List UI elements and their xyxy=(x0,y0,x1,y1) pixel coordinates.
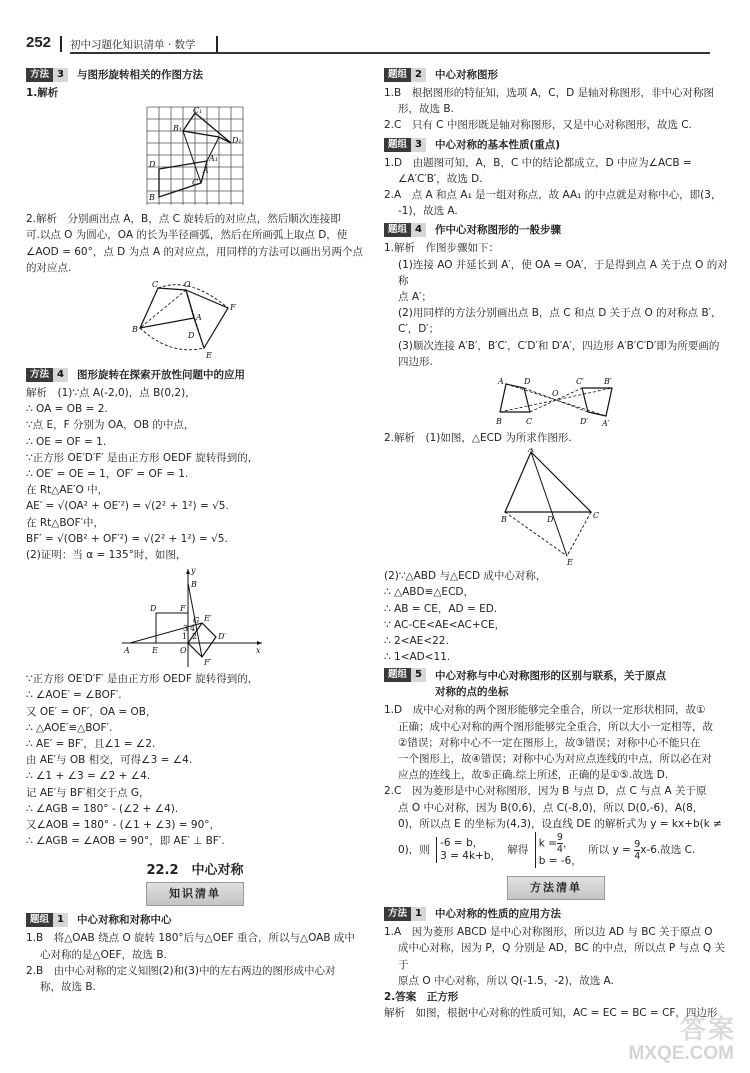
rotation-grid-figure xyxy=(143,103,247,209)
group-5-heading xyxy=(384,668,728,700)
header-divider-2 xyxy=(216,36,218,52)
f4-O: O xyxy=(552,389,559,399)
g5-line: 点 O 中心对称，因为 B(0,6)，点 C(-8,0)，所以 D(0,-6)，A(8， xyxy=(398,801,704,814)
g4-q2-line: ∴ △ABD≌△ECD， xyxy=(384,586,474,599)
label-C: C xyxy=(192,178,199,188)
f3-F2: F′ xyxy=(204,658,212,668)
line-BE xyxy=(505,512,567,556)
f2-D: D xyxy=(188,331,195,341)
m4b-line: ∴ ∠AOE′ = ∠BOF′. xyxy=(26,689,122,702)
m1-line: 1.A 因为菱形 ABCD 是中心对称图形，所以边 AD 与 BC 关于原点 O xyxy=(384,926,713,939)
m4-line: 在 Rt△BOF′中， xyxy=(26,516,105,529)
group-1-heading xyxy=(26,912,364,928)
g5-line: 一个图形上，故④错误；对称中心为对应点连线的中点，所以必在对 xyxy=(398,753,712,766)
group-2-title: 中心对称图形 xyxy=(434,69,498,81)
m4b-line: ∴ △AOE′≌△BOF′. xyxy=(26,721,113,734)
label-D1: D₁ xyxy=(232,136,242,146)
f3-E2: E′ xyxy=(204,614,212,624)
g4-line: (1)连接 AO 并延长到 A′，使 OA = OA′，于是得到点 A 关于点 O 的对称 xyxy=(398,258,728,287)
m4-line: ∴ OA = OB = 2. xyxy=(26,403,108,416)
g2-line: 1.B 根据图形的特征知，选项 A，C，D 是轴对称图形，非中心对称图 xyxy=(384,87,714,99)
g3-line: ∠A′C′B′，故选 D. xyxy=(398,172,483,185)
group-5-title: 中心对称与中心对称图形的区别与联系，关于原点 对称的点的坐标 xyxy=(434,670,666,699)
f4-A: A xyxy=(498,377,504,387)
m4-line: ∵正方形 OE′D′F′ 是由正方形 OEDF 旋转得到的， xyxy=(26,451,259,464)
method-3-heading xyxy=(26,67,364,83)
page-header xyxy=(0,0,750,56)
f4-C: C xyxy=(526,417,533,427)
m4b-line: 由 AE′与 OB 相交，可得∠3 = ∠4. xyxy=(26,754,193,767)
g1-line: 2.B 由中心对称的定义知图(2)和(3)中的左右两边的图形成中心对 xyxy=(26,964,336,977)
book-title: 初中习题化知识清单 · 数学 xyxy=(70,39,196,51)
f2-C: C xyxy=(152,280,159,290)
f3-x: x xyxy=(256,646,261,656)
m4b-line: 又∠AOB = 180° - (∠1 + ∠3) = 90°， xyxy=(26,819,221,832)
f2-E: E xyxy=(206,351,212,361)
watermark xyxy=(596,1009,736,1065)
f2-B: B xyxy=(132,325,138,335)
label-C1: C₁ xyxy=(193,106,203,116)
g1-line: 心对称的是△OEF，故选 B. xyxy=(40,948,167,961)
watermark-text: 答案 xyxy=(679,1014,736,1044)
g4-q2-line: ∴ AB = CE，AD = ED. xyxy=(384,602,498,615)
triangle-ABC xyxy=(505,452,591,512)
f3-y: y xyxy=(191,566,196,576)
line-CE xyxy=(567,512,591,556)
f3-O: O xyxy=(180,646,187,656)
g3-line: 2.A 点 A 和点 A₁ 是一组对称点，故 AA₁ 的中点就是对称中心，即(3， xyxy=(384,189,722,202)
f3-3: 3 xyxy=(183,624,189,634)
quad-ABCO xyxy=(140,288,194,328)
f4-B2: B′ xyxy=(604,377,612,387)
m4-line: ∵点 E，F 分别为 OA，OB 的中点， xyxy=(26,419,195,432)
coordinate-rotation-figure xyxy=(120,565,270,669)
g4-line: (3)顺次连接 A′B′，B′C′，C′D′和 D′A′，四边形 A′B′C′D′即为所要画的 xyxy=(398,339,720,352)
g4-q2-line: ∵ AC-CE<AE<AC+CE， xyxy=(384,618,506,631)
method-4-heading xyxy=(26,367,364,383)
group-4-tag: 题组 4 xyxy=(384,223,426,237)
m4b-line: ∴ ∠AGB = ∠AOB = 90°，即 AE′ ⊥ BF′. xyxy=(26,835,225,848)
m3-q2-line: 的对应点. xyxy=(26,261,72,274)
label-B: B xyxy=(149,193,155,203)
m4-line: 在 Rt△AE′O 中， xyxy=(26,484,109,497)
sys-post2: x-6.故选 C. xyxy=(640,844,696,857)
f3-G: G xyxy=(193,616,200,626)
method-3-title: 与图形旋转相关的作图方法 xyxy=(76,69,203,81)
g4-q2-label: 2.解析 (1)如图，△ECD 为所求作图形. xyxy=(384,432,572,445)
m4-line: 解析 (1)∵点 A(-2,0)，点 B(0,2)， xyxy=(26,387,196,400)
rot-link xyxy=(183,131,201,183)
g5-line: 应点的连线上，故⑤正确.综上所述，正确的是①⑤.故选 D. xyxy=(398,769,669,782)
g5-line: ②错误；对称中心不一定在图形上，故③错误；对称中心不能只在 xyxy=(398,736,701,749)
g5-line: 1.D 成中心对称的两个图形能够完全重合，所以一定形状相同，故① xyxy=(384,704,706,717)
grid-lines xyxy=(147,107,243,205)
m4-line: ∴ OE = OF = 1. xyxy=(26,435,107,448)
method-1-title: 中心对称的性质的应用方法 xyxy=(434,908,561,921)
group-4-title: 作中心对称图形的一般步骤 xyxy=(434,224,561,237)
rotation-arc-figure xyxy=(130,278,260,364)
page-number: 252 xyxy=(26,34,52,51)
m4b-line: 又 OE′ = OF′，OA = OB， xyxy=(26,705,157,718)
f3-E: E xyxy=(152,646,158,656)
group-2-tag: 题组 2 xyxy=(384,68,426,82)
slope-fraction: $\frac{9}{4}$ xyxy=(634,838,641,862)
equation-system-line xyxy=(384,832,728,868)
f4-B: B xyxy=(496,417,502,427)
f4-D: D xyxy=(524,377,531,387)
m4b-line: ∴ ∠AGB = 180° - (∠2 + ∠4). xyxy=(26,802,179,815)
group-1-title: 中心对称和对称中心 xyxy=(76,914,172,927)
f3-A: A xyxy=(124,646,130,656)
m4-line: (2)证明：当 α = 135°时，如图， xyxy=(26,549,187,562)
f4-C2: C′ xyxy=(576,377,584,387)
group-3-tag: 题组 3 xyxy=(384,138,426,152)
left-column xyxy=(26,64,364,995)
g4-line: 1.解析 作图步骤如下： xyxy=(384,242,500,255)
f5-D: D xyxy=(547,515,554,525)
knowledge-list-banner: 知识清单 xyxy=(146,882,244,906)
m4b-line: ∵正方形 OE′D′F′ 是由正方形 OEDF 旋转得到的， xyxy=(26,673,259,686)
group-1-tag: 题组 1 xyxy=(26,913,68,927)
g5-line: 正确；成中心对称的两个图形能够完全重合，所以大小一定相等，故 xyxy=(398,720,713,733)
g4-q2-line: (2)∵△ABD 与△ECD 成中心对称， xyxy=(384,570,547,583)
g1-line: 1.B 将△OAB 绕点 O 旋转 180°后与△OEF 重合，所以与△OAB 成中 xyxy=(26,932,355,945)
method-3-tag: 方法 3 xyxy=(26,68,68,82)
group-5-tag: 题组 5 xyxy=(384,668,426,682)
f3-F: F xyxy=(180,604,186,614)
g4-line: 点 A′； xyxy=(398,291,432,304)
group-4-heading xyxy=(384,222,728,238)
f5-E: E xyxy=(567,558,573,567)
m4b-line: 记 AE′与 BF′相交于点 G， xyxy=(26,786,150,799)
f5-B: B xyxy=(501,515,507,525)
sys-mid: 解得 xyxy=(507,844,529,857)
method-4-title: 图形旋转在探索开放性问题中的应用 xyxy=(76,369,245,382)
sys-brace: -6 = b， 3 = 4k+b， xyxy=(436,837,501,863)
m3-q2-line: 2.解析 分别画出点 A，B，点 C 旋转后的对应点，然后顺次连接即 xyxy=(26,213,341,226)
g3-line: -1)，故选 A. xyxy=(398,205,458,218)
m4-line: ∴ OE′ = OE = 1，OF′ = OF = 1. xyxy=(26,468,189,481)
g5-line: 2.C 因为菱形是中心对称图形，因为 B 与点 D，点 C 与点 A 关于原 xyxy=(384,785,707,798)
line-AE xyxy=(531,452,567,556)
g3-line: 1.D 由题图可知，A，B，C 中的结论都成立，D 中应为∠ACB = xyxy=(384,156,692,169)
label-A1: A₁ xyxy=(209,154,218,164)
f2-A: A xyxy=(196,313,202,323)
label-D: D xyxy=(149,160,156,170)
header-divider xyxy=(60,36,62,52)
m1-line: 2.答案 正方形 xyxy=(384,990,459,1003)
g1-line: 称，故选 B. xyxy=(40,981,96,994)
g4-line: (2)用同样的方法分别画出点 B，点 C 和点 D 关于点 O 的对称点 B′， xyxy=(398,307,722,320)
f4-A2: A′ xyxy=(602,419,610,429)
g4-line: 四边形. xyxy=(398,355,433,368)
g4-q2-line: ∴ 2<AE<22. xyxy=(384,635,449,648)
f3-4: 4 xyxy=(190,624,196,634)
m1-line: 原点 O 中心对称，所以 Q(-1.5，-2)，故选 A. xyxy=(398,974,614,987)
f3-D: D xyxy=(150,604,157,614)
f5-A: A xyxy=(528,448,534,455)
m3-q2-line: ∠AOD = 60°，点 D 为点 A 的对应点，用同样的方法可以画出另两个点 xyxy=(26,245,363,258)
method-1-tag: 方法 1 xyxy=(384,907,426,921)
central-symmetry-quad-figure xyxy=(496,372,616,428)
method-1-heading xyxy=(384,906,728,922)
m4b-line: ∴ AE′ = BF′，且∠1 = ∠2. xyxy=(26,738,156,751)
f3-2: 2 xyxy=(192,632,198,642)
g2-line: 形，故选 B. xyxy=(398,103,454,116)
f3-B: B xyxy=(191,580,197,590)
g4-q2-line: ∴ 1<AD<11. xyxy=(384,651,451,664)
label-A: A xyxy=(203,166,209,176)
right-column xyxy=(384,64,728,1021)
m1-line: 成中心对称，因为 P，Q 分别是 AD，BC 的中点，所以点 P 与点 Q 关于 xyxy=(398,942,726,971)
solution-brace: k = $\frac{9}{4}$ ， b = -6， xyxy=(535,832,582,868)
group-3-heading xyxy=(384,137,728,153)
m4b-line: ∴ ∠1 + ∠3 = ∠2 + ∠4. xyxy=(26,770,151,783)
m3-q1-label: 1.解析 xyxy=(26,87,59,99)
f2-F: F xyxy=(230,303,236,313)
f3-1: 1 xyxy=(182,632,188,642)
m4-line: AE′ = √(OA² + OE′²) = √(2² + 1²) = √5. xyxy=(26,500,229,513)
f4-D2: D′ xyxy=(580,417,589,427)
sys-post1: 所以 y = xyxy=(588,844,631,857)
group-2-heading xyxy=(384,67,728,83)
group-3-title: 中心对称的基本性质(重点) xyxy=(434,138,561,151)
g2-line: 2.C 只有 C 中图形既是轴对称图形，又是中心对称图形，故选 C. xyxy=(384,119,692,132)
m4-line: BF′ = √(OB² + OF′²) = √(2² + 1²) = √5. xyxy=(26,532,228,545)
section-title: 22.2 中心对称 xyxy=(146,863,244,879)
f2-O: O xyxy=(184,280,191,290)
g5-line: 0)，所以点 E 的坐标为(4,3)，设直线 DE 的解析式为 y = kx+b(k ≠ xyxy=(398,817,722,830)
label-B1: B₁ xyxy=(173,124,183,134)
m1-line: 解析 如图，根据中心对称的性质可知，AC = EC = BC = CF，四边形 xyxy=(384,1007,718,1020)
m3-q2-line: 可.以点 O 为圆心，OA 的长为半径画弧，然后在所画弧上取点 D，使 xyxy=(26,229,348,242)
f5-C: C xyxy=(593,511,600,521)
watermark-url: MXQE.COM xyxy=(628,1043,734,1064)
g4-line: C′，D′； xyxy=(398,323,440,336)
header-rule xyxy=(70,52,710,54)
method-4-tag: 方法 4 xyxy=(26,368,68,382)
triangle-symmetry-figure xyxy=(501,448,611,566)
sys-pre: 0)，则 xyxy=(398,844,430,857)
f3-D2: D′ xyxy=(218,632,227,642)
method-list-banner: 方法清单 xyxy=(507,876,605,900)
